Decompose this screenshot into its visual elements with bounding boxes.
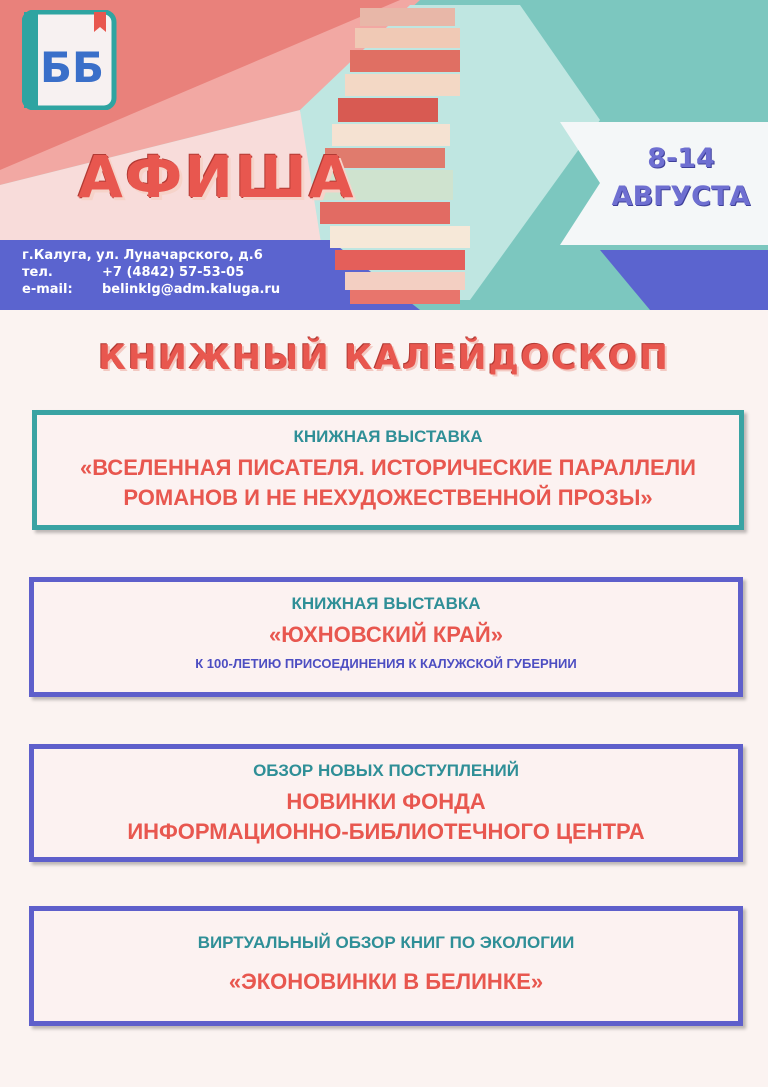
event-title-line1: НОВИНКИ ФОНДА	[286, 789, 486, 814]
date-days: 8-14	[647, 143, 715, 174]
phone-label: тел.	[22, 265, 53, 280]
address-text: г.Калуга, ул. Луначарского, д.6	[22, 248, 263, 263]
event-title-line1: «ВСЕЛЕННАЯ ПИСАТЕЛЯ. ИСТОРИЧЕСКИЕ ПАРАЛЛЕЛИ	[80, 455, 696, 480]
email-label: e-mail:	[22, 282, 73, 297]
contact-block	[22, 247, 422, 298]
event-type: ОБЗОР НОВЫХ ПОСТУПЛЕНИЙ	[253, 761, 519, 780]
afisha-heading: АФИША	[78, 143, 356, 211]
event-type: КНИЖНАЯ ВЫСТАВКА	[293, 427, 483, 446]
event-note: К 100-ЛЕТИЮ ПРИСОЕДИНЕНИЯ К КАЛУЖСКОЙ ГУБЕРНИИ	[195, 656, 577, 671]
event-title: «ЭКОНОВИНКИ В БЕЛИНКЕ»	[228, 969, 544, 994]
event-title: «ЮХНОВСКИЙ КРАЙ»	[269, 622, 503, 647]
event-card	[29, 577, 743, 697]
date-month: АВГУСТА	[611, 181, 751, 212]
phone-text: +7 (4842) 57-53-05	[102, 265, 245, 280]
main-title: КНИЖНЫЙ КАЛЕЙДОСКОП	[98, 338, 670, 378]
date-range	[596, 140, 766, 216]
event-card	[29, 744, 743, 862]
event-card	[32, 410, 744, 530]
event-type: ВИРТУАЛЬНЫЙ ОБЗОР КНИГ ПО ЭКОЛОГИИ	[197, 933, 575, 952]
event-card	[29, 906, 743, 1026]
svg-text:ББ: ББ	[39, 43, 105, 92]
poster-header	[0, 0, 768, 310]
email-text: belinklg@adm.kaluga.ru	[102, 282, 281, 297]
library-logo	[22, 10, 118, 110]
event-title-line2: РОМАНОВ И НЕ НЕХУДОЖЕСТВЕННОЙ ПРОЗЫ»	[123, 485, 653, 510]
event-type: КНИЖНАЯ ВЫСТАВКА	[291, 594, 481, 613]
event-title-line2: ИНФОРМАЦИОННО-БИБЛИОТЕЧНОГО ЦЕНТРА	[127, 819, 645, 844]
